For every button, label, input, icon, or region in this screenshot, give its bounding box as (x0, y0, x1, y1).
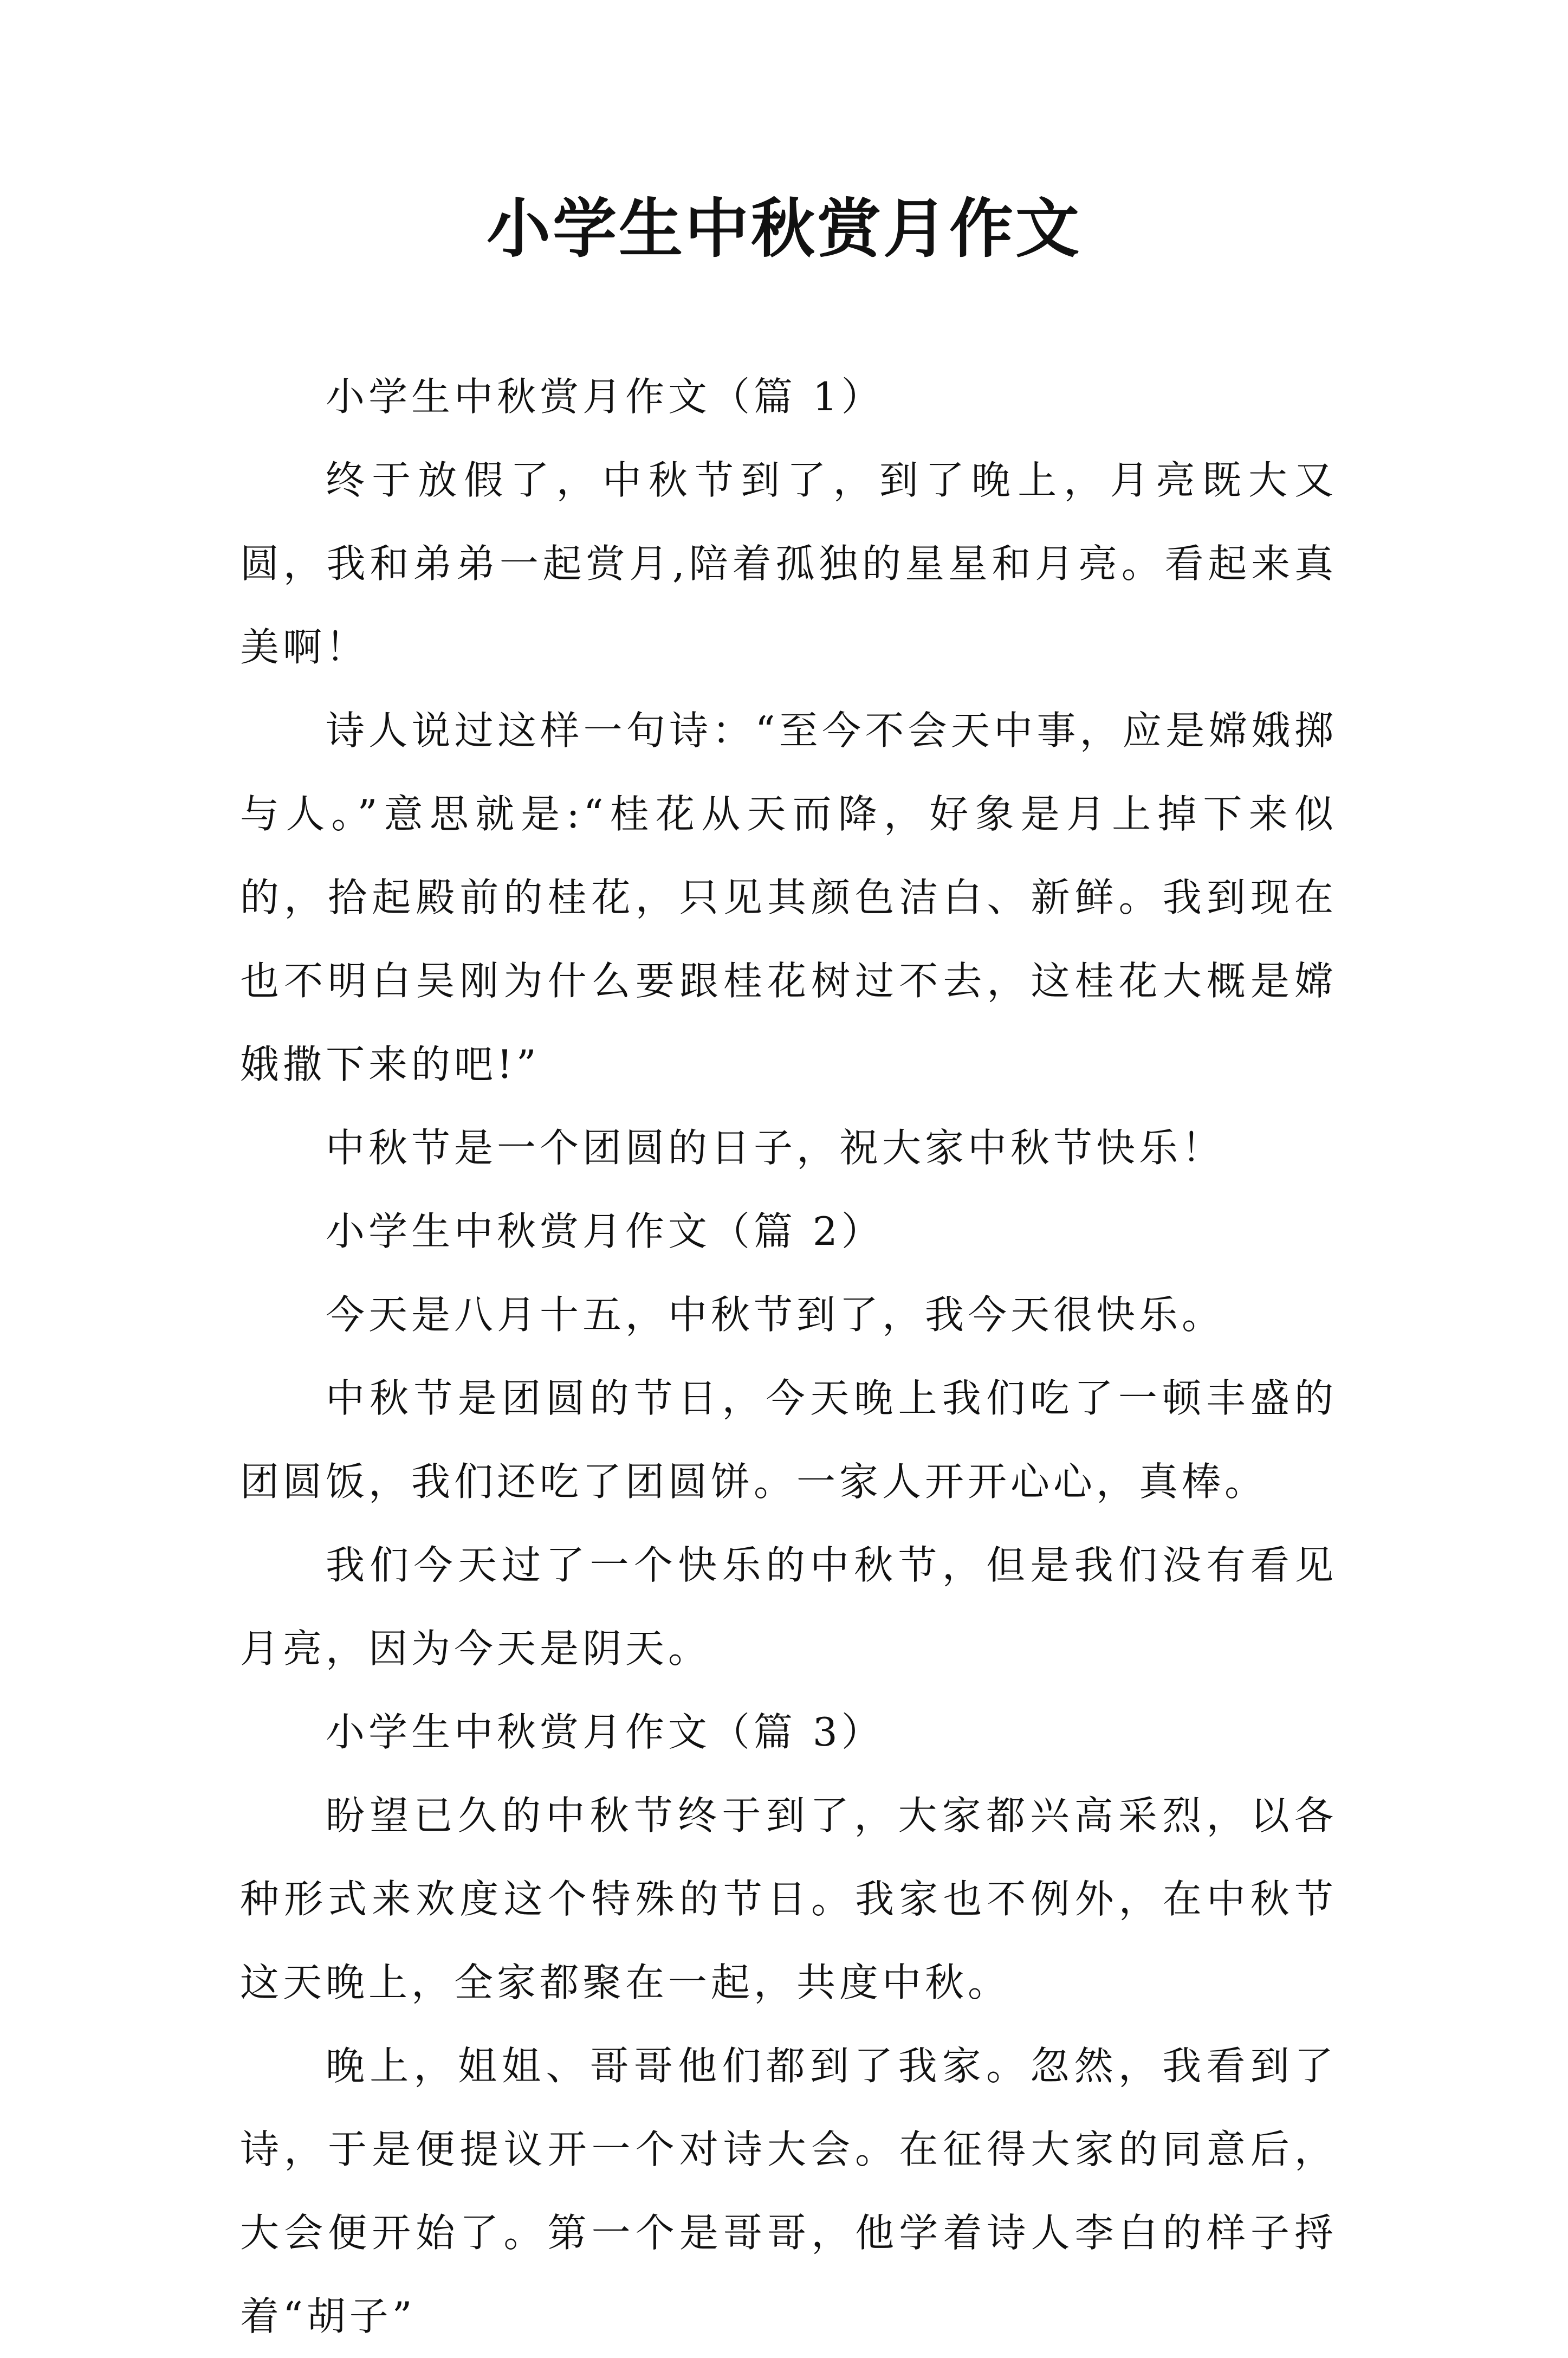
paragraph: 晚上，姐姐、哥哥他们都到了我家。忽然，我看到了诗，于是便提议开一个对诗大会。在征得大家的同意后，大会便开始了。第一个是哥哥，他学着诗人李白的样子捋着“胡子” (240, 2043, 1337, 2339)
section-heading-1: 小学生中秋赏月作文（篇 1） (326, 374, 884, 419)
paragraph: 我们今天过了一个快乐的中秋节，但是我们没有看见月亮，因为今天是阴天。 (240, 1542, 1337, 1671)
paragraph: 盼望已久的中秋节终于到了，大家都兴高采烈，以各种形式来欢度这个特殊的节日。我家也不例外，在中秋节这天晚上，全家都聚在一起，共度中秋。 (240, 1793, 1337, 2005)
section-heading-2: 小学生中秋赏月作文（篇 2） (326, 1209, 884, 1254)
section-heading-3: 小学生中秋赏月作文（篇 3） (326, 1709, 884, 1755)
paragraph: 诗人说过这样一句诗：“至今不会天中事，应是嫦娥掷与人。”意思就是:“桂花从天而降，好象是月上掉下来似的，拾起殿前的桂花，只见其颜色洁白、新鲜。我到现在也不明白吴刚为什么要跟桂花树过不去，这桂花大概是嫦娥撒下来的吧!” (240, 708, 1337, 1087)
document-title: 小学生中秋赏月作文 (486, 191, 1081, 266)
paragraph: 中秋节是一个团圆的日子，祝大家中秋节快乐！ (326, 1125, 1225, 1171)
paragraph: 终于放假了，中秋节到了，到了晚上，月亮既大又圆，我和弟弟一起赏月,陪着孤独的星星和月亮。看起来真美啊！ (240, 457, 1337, 670)
document-body (240, 355, 1337, 2358)
paragraph: 中秋节是团圆的节日，今天晚上我们吃了一顿丰盛的团圆饭，我们还吃了团圆饼。一家人开开心心，真棒。 (240, 1375, 1337, 1504)
paragraph: 今天是八月十五，中秋节到了，我今天很快乐。 (326, 1292, 1225, 1338)
